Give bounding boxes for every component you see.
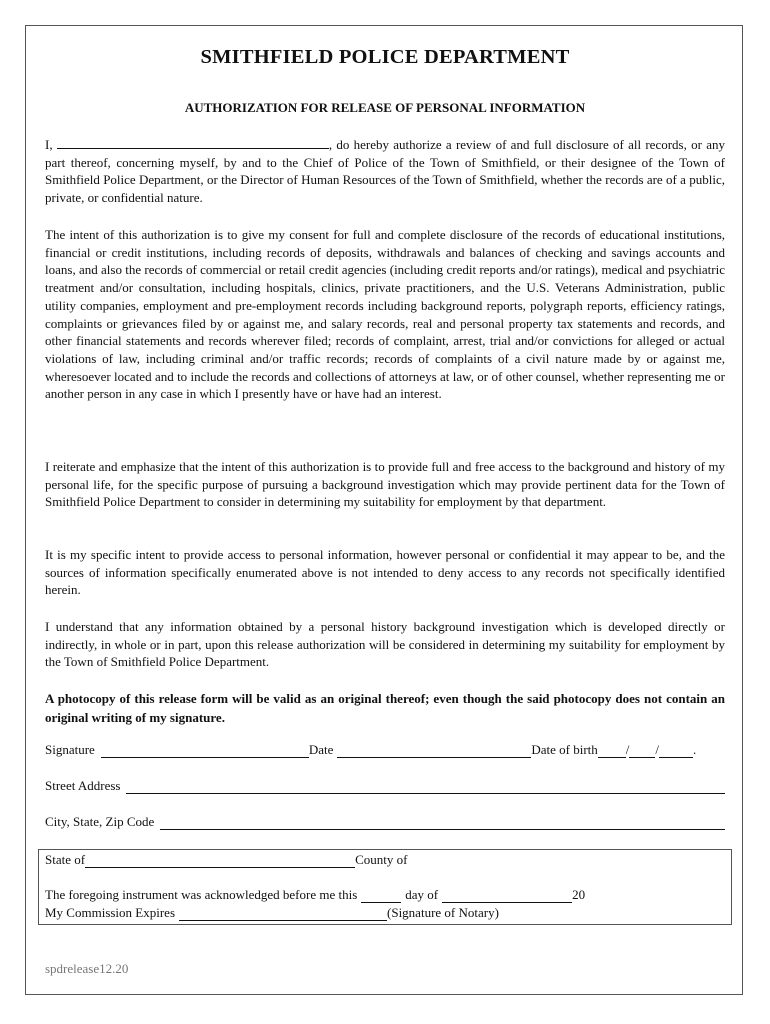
- ack-text: The foregoing instrument was acknowledged before me this: [45, 887, 358, 902]
- street-row: [45, 778, 725, 794]
- city-label: City, State, Zip Code: [45, 814, 155, 829]
- commission-expires-field[interactable]: [179, 907, 387, 921]
- signature-row: [45, 742, 725, 758]
- date-field[interactable]: [337, 744, 531, 758]
- paragraph-specific-intent: It is my specific intent to provide access to personal information, however personal or confidential it may appear to be, and the sources of information specifically enumerated above is not intended to deny access to any records not specifically identified herein.: [45, 547, 725, 598]
- name-blank[interactable]: [57, 136, 329, 149]
- paragraph-prefix: I,: [45, 137, 53, 152]
- date-label: Date: [308, 742, 334, 757]
- notary-ack-row: [45, 887, 725, 903]
- state-field[interactable]: [85, 854, 355, 868]
- document-subtitle: AUTHORIZATION FOR RELEASE OF PERSONAL INFORMATION: [184, 100, 586, 115]
- paragraph-body: , do hereby authorize a review of and full disclosure of all records, or any part thereof, concerning myself, by and to the Chief of Police of the Town of Smithfield, or their designee of the Town of Smithfield Police Department, or the Director of Human Resources of the Town of Smithfield, whether the records are of a public, private, or confidential nature.: [45, 137, 725, 206]
- year-prefix: 20: [572, 887, 586, 902]
- city-row: [45, 814, 725, 830]
- document-title: SMITHFIELD POLICE DEPARTMENT: [200, 46, 570, 68]
- paragraph-reiterate: I reiterate and emphasize that the intent of this authorization is to provide full and free access to the background and history of my personal life, for the specific purpose of pursuing a background investigation which may provide pertinent data for the Town of Smithfield Police Department to consider in determining my suitability for employment by that department.: [45, 459, 725, 510]
- dob-month-field[interactable]: [598, 744, 626, 758]
- paragraph-photocopy: A photocopy of this release form will be valid as an original thereof; even though the said photocopy does not contain an original writing of my signature.: [45, 691, 725, 725]
- ack-month-field[interactable]: [442, 889, 572, 903]
- dob-label: Date of birth: [531, 742, 598, 757]
- state-label: State of: [45, 852, 86, 867]
- dob-day-field[interactable]: [629, 744, 655, 758]
- commission-label: My Commission Expires: [45, 905, 176, 920]
- paragraph-intent: The intent of this authorization is to give my consent for full and complete disclosure of the records of educational institutions, financial or credit institutions, including records of deposits, withdrawals and balances of checking and savings accounts and loans, and also the records of commercial or retail credit agencies (including credit reports and/or ratings), medical and psychiatric treatment and/or consultation, including hospitals, clinics, private practitioners, and the U.S. Veterans Administration, public utility companies, employment and pre-employment records including background reports, polygraph reports, efficiency ratings, complaints or grievances filed by or against me, and salary records, real and personal property tax statements and records, and other financial statements and records wherever filed; records of complaint, arrest, trial and/or convictions for alleged or actual violations of law, including criminal and/or traffic records; records of complaints of a civil nature made by or against me, wheresoever located and to include the records and collections of attorneys at law, or of other counsel, whether representing me or another person in any case in which I presently have or have had an interest.: [45, 227, 725, 402]
- dob-end: .: [693, 742, 697, 757]
- notary-state-row: [45, 852, 725, 868]
- ack-day-field[interactable]: [361, 889, 401, 903]
- day-of-label: day of: [405, 887, 439, 902]
- street-address-field[interactable]: [126, 780, 725, 794]
- county-label: County of: [355, 852, 408, 867]
- street-label: Street Address: [45, 778, 121, 793]
- paragraph-understand: I understand that any information obtained by a personal history background investigation which is developed directly or indirectly, in whole or in part, upon this release authorization will be considered in determining my suitability for employment by the Town of Smithfield Police Department.: [45, 619, 725, 670]
- signature-field[interactable]: [101, 744, 309, 758]
- dob-separator: /: [625, 742, 630, 757]
- form-code: spdrelease12.20: [45, 961, 129, 976]
- signature-label: Signature: [45, 742, 95, 757]
- paragraph-authorization: [45, 136, 725, 207]
- dob-separator: /: [655, 742, 660, 757]
- dob-year-field[interactable]: [659, 744, 693, 758]
- city-state-zip-field[interactable]: [160, 816, 725, 830]
- notary-signature-label: (Signature of Notary): [387, 905, 499, 920]
- notary-commission-row: [45, 905, 725, 921]
